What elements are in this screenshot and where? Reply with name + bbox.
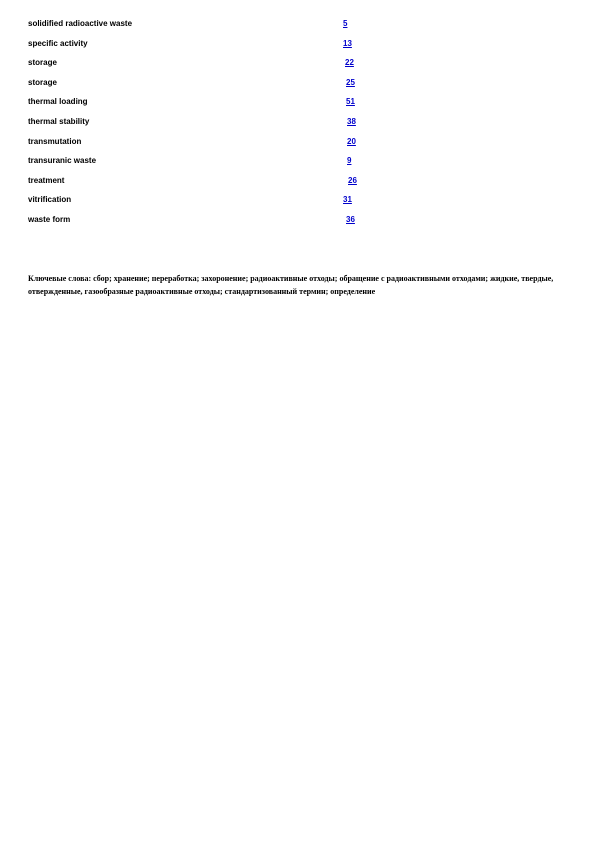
- page-link[interactable]: 51: [346, 97, 355, 107]
- index-entry: [28, 214, 428, 234]
- page-link[interactable]: 38: [347, 116, 356, 126]
- index-entry: [28, 116, 428, 136]
- index-term: storage: [28, 58, 57, 68]
- page-link[interactable]: 9: [347, 156, 352, 166]
- index-term: transuranic waste: [28, 156, 97, 166]
- index-entry: [28, 175, 428, 195]
- index-term: waste form: [28, 214, 71, 224]
- page-link[interactable]: 25: [346, 77, 355, 87]
- index-entry: [28, 136, 428, 156]
- index-entry: [28, 194, 428, 214]
- page-link[interactable]: 13: [343, 38, 352, 48]
- index-entry: [28, 38, 428, 58]
- index-term: thermal loading: [28, 97, 88, 107]
- index-term: solidified radioactive waste: [28, 19, 133, 28]
- page-link[interactable]: 22: [345, 58, 354, 68]
- index-term: transmutation: [28, 136, 82, 146]
- index-term: specific activity: [28, 38, 88, 48]
- index-term: vitrification: [28, 195, 72, 205]
- page-link[interactable]: 5: [343, 19, 348, 28]
- alphabetical-index: [28, 18, 428, 234]
- page-link[interactable]: 31: [343, 195, 352, 205]
- index-term: thermal stability: [28, 116, 90, 126]
- index-entry: [28, 57, 428, 77]
- keywords-paragraph: Ключевые слова: сбор; хранение; переработка; захоронение; радиоактивные отходы; обращение с радиоактивными отходами; жидкие, твердые, отвержденные, газообразные радиоактивные отходы; стандартизованный термин; определение: [28, 274, 554, 296]
- index-term: storage: [28, 77, 57, 87]
- page-link[interactable]: 20: [347, 136, 356, 146]
- index-entry: [28, 18, 428, 38]
- index-entry: [28, 155, 428, 175]
- index-entry: [28, 96, 428, 116]
- index-term: treatment: [28, 175, 65, 185]
- page-link[interactable]: 36: [346, 214, 355, 224]
- page-link[interactable]: 26: [348, 175, 357, 185]
- index-entry: [28, 77, 428, 97]
